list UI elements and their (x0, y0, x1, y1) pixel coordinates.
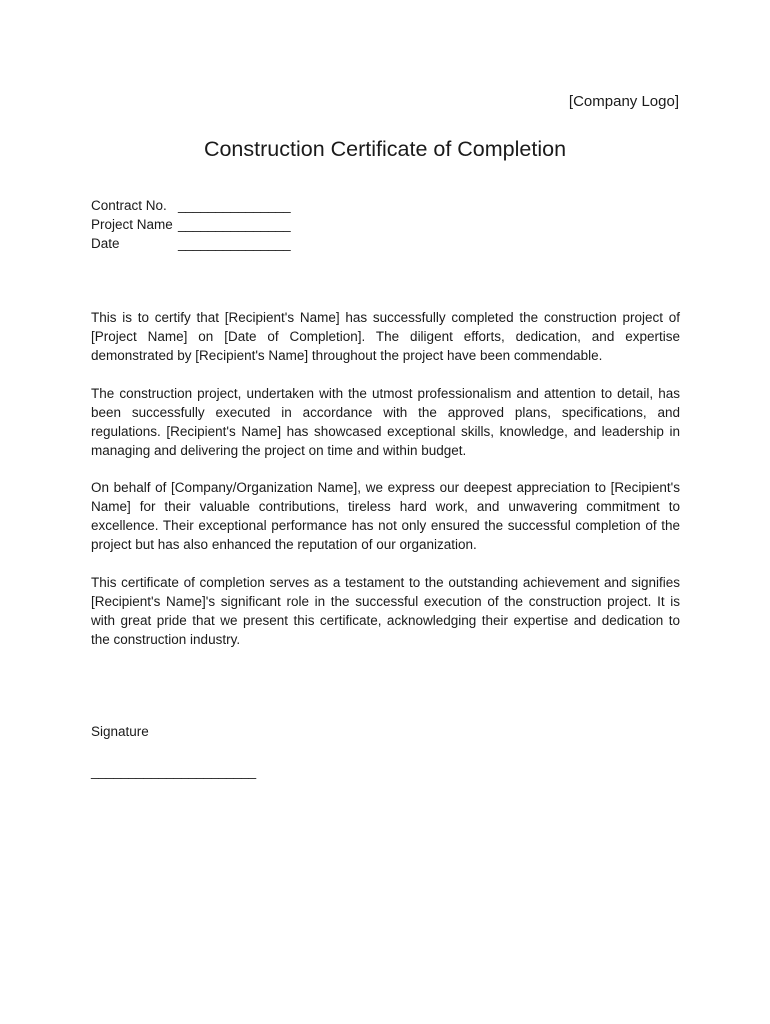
signature-line: ______________________ (91, 764, 257, 779)
field-contract-no (91, 196, 291, 215)
page-title: Construction Certificate of Completion (203, 137, 567, 161)
company-logo-placeholder: [Company Logo] (568, 93, 679, 110)
field-project-name (91, 215, 291, 234)
certificate-body (91, 308, 680, 667)
paragraph: This certificate of completion serves as a testament to the outstanding achievement and signifies [Recipient's Name]'s significant role in the successful execution of the construction project. It is with great pride that we present this certificate, acknowledging their expertise and dedication to the construction industry. (91, 574, 680, 647)
field-label: Project Name (91, 217, 173, 232)
field-label: Contract No. (91, 198, 167, 213)
field-blank: _______________ (178, 236, 291, 251)
field-label: Date (91, 236, 120, 251)
paragraph: This is to certify that [Recipient's Name] has successfully completed the construction project of [Project Name] on [Date of Completion]. The diligent efforts, dedication, and expertise demonstrated by [Recipient's Name] throughout the project have been commendable. (91, 310, 680, 363)
paragraph: The construction project, undertaken with the utmost professionalism and attention to detail, has been successfully executed in accordance with the approved plans, specifications, and regulations. [Recipient's Name] has showcased exceptional skills, knowledge, and leadership in managing and delivering the project on time and within budget. (91, 385, 680, 458)
signature-label: Signature (91, 724, 149, 739)
contract-fields (91, 196, 291, 253)
field-blank: _______________ (178, 217, 291, 232)
field-blank: _______________ (178, 198, 291, 213)
paragraph: On behalf of [Company/Organization Name], we express our deepest appreciation to [Recipient's Name] for their valuable contributions, tireless hard work, and unwavering commitment to excellence. Their exceptional performance has not only ensured the successful completion of the project but has also enhanced the reputation of our organization. (91, 480, 680, 552)
field-date (91, 234, 291, 253)
